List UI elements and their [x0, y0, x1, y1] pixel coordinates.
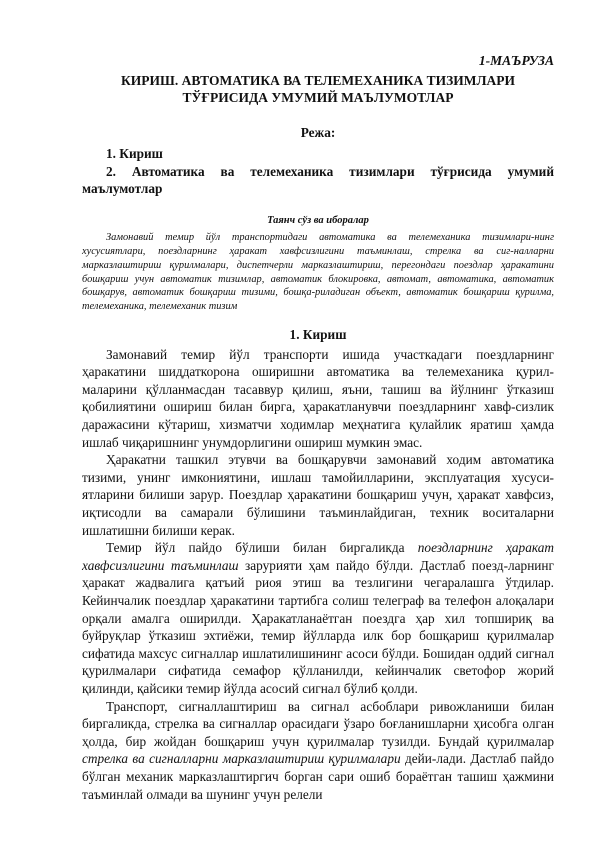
paragraph-2: Ҳаракатни ташкил этувчи ва бошқарувчи замонавий ходим автоматика тизими, унинг имкониятини, ишлаш тамойилларини, эксплуатация хусуси-ятларини билиши зарур. Поездлар ҳаракатини бошқариш учун, ҳаракат хавфсиз, иқтисодли ва самарали бўлишини таъминлайдиган, техник воситаларни ишлатишни билиши керак. [82, 452, 554, 538]
paragraph-1: Замонавий темир йўл транспорти ишида участкадаги поездларнинг ҳаракатини шиддаткорона оширишни автоматика ва телемеханика қурил-маларини қўлланмасдан тасаввур қилиш, яъни, ташиш ва йўлнинг ўтказиш қобилиятини ошириш билан бирга, ҳаракатланувчи поездларнинг хавф-сизлик даражасини кўтариш, хизматчи ходимлар меҳнатига қулайлик яратиш ҳамда ишлаб чиқаришнинг унумдорлигини ошириш мумкин эмас. [82, 346, 554, 450]
paragraph-3 [82, 539, 554, 697]
plan-label: Режа: [300, 124, 336, 140]
paragraph-4-text-end: дейи-лади. Дастлаб пайдо бўлган механик марказлаштиргич борган сари ошиб бораётган ташиш ҳажмини таъминлай олмади ва шунинг учун релели [82, 751, 554, 802]
document-page [82, 52, 554, 803]
paragraph-4-text-start: Транспорт, сигналлаштириш ва сигнал асбоблари ривожланиши билан биргаликда, стрелка ва сигналлар орасидаги ўзаро боғланишларни ҳисобга олган ҳолда, бир жойдан бошқариш учун қурилмалар тузилди. Бундай қурилмалар [82, 698, 554, 749]
keywords-text: Замонавий темир йўл транспортидаги автоматика ва телемеханика тизимлари-нинг хусусиятлари, поездларнинг ҳаракат хавфсизлигини таъминлаш, стрелка ва сиг-налларни марказлаштириш қурилмалари, диспетчерли марказлаштириш, перегондаги поездлар ҳаракатини бошқариш учун автоматик тизимлар, автоматик блокировка, автомат, автоматика, автоматик бошқарув, автоматик бошқариш тизими, бошқа-риладиган объект, автоматик бошқариш қурилма, телемеханика, телемеханик тизим [82, 232, 554, 313]
section-title: 1. Кириш [289, 327, 347, 343]
plan-item-2: 2. Автоматика ва телемеханика тизимлари тўғрисида умумий маълумотлар [82, 163, 554, 197]
paragraph-4 [82, 698, 554, 804]
title-line-2: ТЎҒРИСИДА УМУМИЙ МАЪЛУМОТЛАР [182, 89, 454, 105]
paragraph-4-emphasis: стрелка ва сигналларни марказлаштириш қурилмалари [82, 751, 401, 767]
paragraph-3-emphasis: поездларнинг ҳаракат хавфсизлигини таъминлаш [82, 540, 554, 573]
title-line-1: КИРИШ. АВТОМАТИКА ВА ТЕЛЕМЕХАНИКА ТИЗИМЛАРИ [121, 72, 515, 88]
lecture-title [82, 72, 554, 106]
paragraph-3-text-start: Темир йўл пайдо бўлиши билан биргаликда [106, 540, 418, 556]
plan-item-1: 1. Кириш [106, 146, 163, 162]
paragraph-3-text-end: зарурияти ҳам пайдо бўлди. Дастлаб поезд-ларнинг ҳаракат жадвалига қатъий риоя этиш ва тезлигини чегаралашга ўтдилар. Кейинчалик поездлар ҳаракатини тартибга солиш телеграф ва телефон алоқалари орқали амалга оширилди. Ҳаракатланаётган поездга ҳар хил топшириқ ва буйруқлар ўтказиш эхтиёжи, темир йўлларда илк бор бошқариш қурилмалар сифатида махсус сигналлар ишлатилишининг асоси бўлди. Бошидан оддий сигнал қурилмалари сифатида семафор қўлланилди, кейинчалик светофор жорий қилинди, қайсики темир йўлда асосий сигнал бўлиб қолди. [82, 557, 554, 696]
keywords-heading: Таянч сўз ва иборалар [267, 214, 369, 226]
plan-list [82, 145, 554, 198]
lecture-number: 1-МАЪРУЗА [478, 53, 554, 68]
